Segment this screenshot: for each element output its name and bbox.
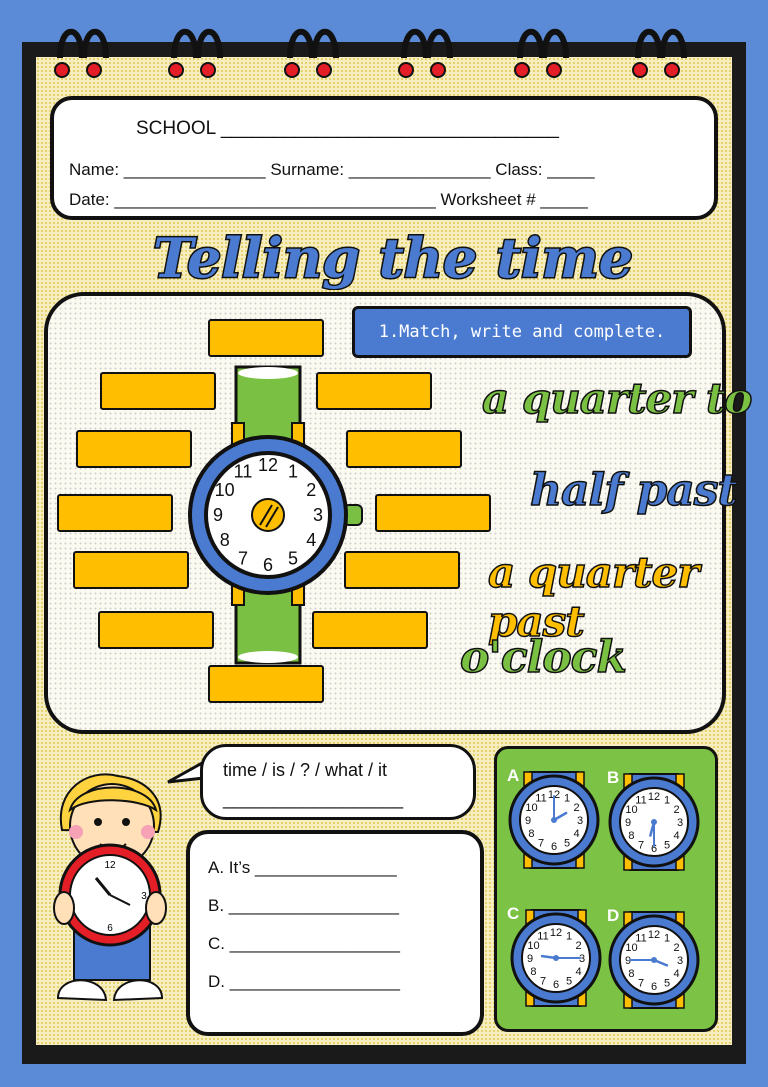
svg-text:9: 9 [624,955,632,967]
svg-text:12: 12 [647,929,661,941]
page-title [78,230,708,290]
svg-text:3: 3 [676,817,684,829]
svg-text:8: 8 [628,830,635,842]
svg-text:5: 5 [663,839,671,852]
exercise-instruction: 1.Match, write and complete. [352,306,692,358]
question-bubble [200,744,476,820]
small-clock-d [610,912,698,1008]
binder-ring-icon [396,18,456,88]
svg-text:1: 1 [663,932,671,945]
binder-ring-icon [166,18,226,88]
clock-number: 2 [306,480,317,500]
answer-box-3[interactable] [375,494,491,532]
svg-text:9: 9 [624,817,632,829]
svg-text:11: 11 [635,794,647,807]
clock-c-label: C [507,904,520,923]
svg-text:3: 3 [576,815,584,827]
phrase-half-past: half past [530,465,737,516]
clock-number: 4 [306,530,317,550]
svg-text:3: 3 [141,891,147,902]
answer-box-6[interactable] [208,665,324,703]
svg-text:2: 2 [673,942,680,954]
svg-text:4: 4 [673,968,680,980]
svg-text:4: 4 [673,830,680,842]
svg-text:12: 12 [547,789,561,801]
small-clock-c [512,910,600,1006]
svg-text:9: 9 [524,815,532,827]
answer-box-12[interactable] [208,319,324,357]
svg-text:6: 6 [107,923,113,934]
binder-ring-icon [52,18,112,88]
clock-a-label: A [507,766,520,785]
clock-number: 6 [262,555,274,575]
answer-a[interactable]: A. It’s _______________ [208,858,397,877]
phrase-oclock: o'clock [460,632,626,683]
question-prompt: time / is / ? / what / it [223,760,388,780]
svg-text:10: 10 [625,804,638,816]
svg-text:1: 1 [663,794,671,807]
binder-ring-icon [512,18,572,88]
svg-text:12: 12 [104,860,116,871]
svg-text:7: 7 [637,977,645,990]
svg-text:12: 12 [647,791,661,803]
svg-text:2: 2 [673,804,680,816]
svg-text:10: 10 [625,942,638,954]
clock-number: 12 [257,455,279,475]
svg-text:7: 7 [539,975,547,988]
clock-d-label: D [607,906,620,925]
svg-text:12: 12 [549,927,563,939]
watch-illustration [180,365,370,665]
svg-text:4: 4 [573,828,580,840]
svg-text:6: 6 [650,981,658,993]
svg-text:10: 10 [527,940,540,952]
date-row[interactable]: Date: __________________________________ Worksheet # _____ [69,190,588,209]
answer-c[interactable]: C. __________________ [208,934,400,953]
small-clock-b [610,774,698,870]
clock-number: 9 [212,505,224,525]
svg-text:1: 1 [563,792,571,805]
clock-b-label: B [607,768,620,787]
binder-ring-icon [282,18,342,88]
answer-box-8[interactable] [73,551,189,589]
clock-number: 11 [233,461,253,482]
svg-text:7: 7 [637,839,645,852]
answer-box-10[interactable] [76,430,192,468]
svg-text:Telling the time: Telling the time [152,230,634,290]
clock-number: 5 [287,548,299,569]
svg-text:7: 7 [537,837,545,850]
svg-text:10: 10 [525,802,538,814]
svg-text:11: 11 [635,932,647,945]
svg-text:3: 3 [676,955,684,967]
svg-text:6: 6 [550,841,558,853]
clock-number: 8 [219,530,230,550]
svg-text:4: 4 [575,966,582,978]
svg-text:11: 11 [535,792,547,805]
svg-text:2: 2 [573,802,580,814]
name-row[interactable]: Name: _______________ Surname: _______________ Class: _____ [69,160,595,179]
binder-ring-icon [630,18,690,88]
clock-number: 10 [214,480,235,500]
svg-text:5: 5 [563,837,571,850]
svg-text:1: 1 [565,930,573,943]
question-answer-line[interactable]: __________________ [223,789,404,809]
small-clock-a [510,772,598,868]
school-field[interactable]: SCHOOL ________________________________ [136,118,559,139]
svg-text:5: 5 [565,975,573,988]
svg-text:8: 8 [530,966,537,978]
clock-number: 7 [237,548,249,569]
svg-text:5: 5 [663,977,671,990]
phrase-quarter-to: a quarter to [482,374,752,423]
answer-box-9[interactable] [57,494,173,532]
svg-text:2: 2 [575,940,582,952]
answer-d[interactable]: D. __________________ [208,972,400,991]
svg-text:3: 3 [578,953,586,965]
small-clocks-art [494,746,718,1032]
svg-text:11: 11 [537,930,549,943]
phrase-quarter-past: a quarter past [488,548,699,646]
answers-panel [186,830,484,1036]
answer-b[interactable]: B. __________________ [208,896,399,915]
clock-number: 3 [312,505,324,525]
svg-text:6: 6 [552,979,560,991]
header-panel [50,96,718,220]
boy-with-clock-illustration [48,770,176,1020]
clock-number: 1 [287,461,299,482]
svg-text:9: 9 [526,953,534,965]
svg-text:8: 8 [628,968,635,980]
svg-text:6: 6 [650,843,658,855]
svg-text:8: 8 [528,828,535,840]
